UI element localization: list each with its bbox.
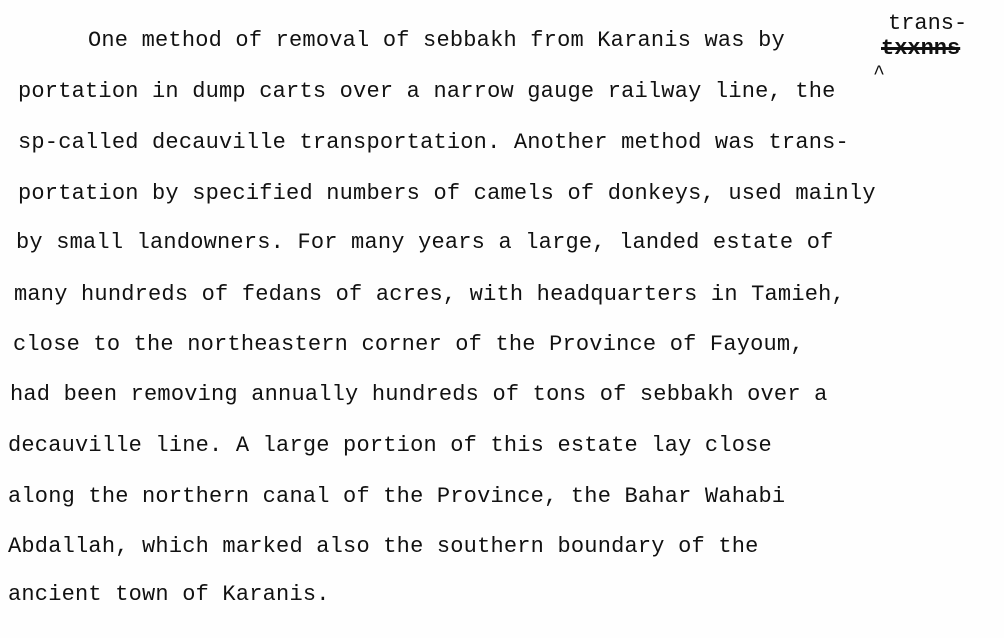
paragraph-line-5: by small landowners. For many years a large, landed estate of bbox=[16, 230, 834, 255]
struck-through-word: txxnns bbox=[881, 36, 961, 61]
paragraph-line-11: Abdallah, which marked also the southern boundary of the bbox=[8, 534, 759, 559]
paragraph-line-10: along the northern canal of the Province, the Bahar Wahabi bbox=[8, 484, 786, 509]
handwritten-insertion: trans- bbox=[888, 11, 968, 36]
paragraph-line-3: sp-called decauville transportation. Another method was trans- bbox=[18, 130, 849, 155]
paragraph-line-6: many hundreds of fedans of acres, with headquarters in Tamieh, bbox=[14, 282, 845, 307]
paragraph-line-4: portation by specified numbers of camels of donkeys, used mainly bbox=[18, 181, 876, 206]
paragraph-line-8: had been removing annually hundreds of tons of sebbakh over a bbox=[10, 382, 828, 407]
paragraph-line-9: decauville line. A large portion of this estate lay close bbox=[8, 433, 772, 458]
paragraph-line-12: ancient town of Karanis. bbox=[8, 582, 330, 607]
insertion-caret: ^ bbox=[873, 63, 886, 86]
paragraph-line-2: portation in dump carts over a narrow gauge railway line, the bbox=[18, 79, 836, 104]
paragraph-line-7: close to the northeastern corner of the Province of Fayoum, bbox=[13, 332, 804, 357]
paragraph-line-1: One method of removal of sebbakh from Karanis was by bbox=[88, 28, 785, 53]
